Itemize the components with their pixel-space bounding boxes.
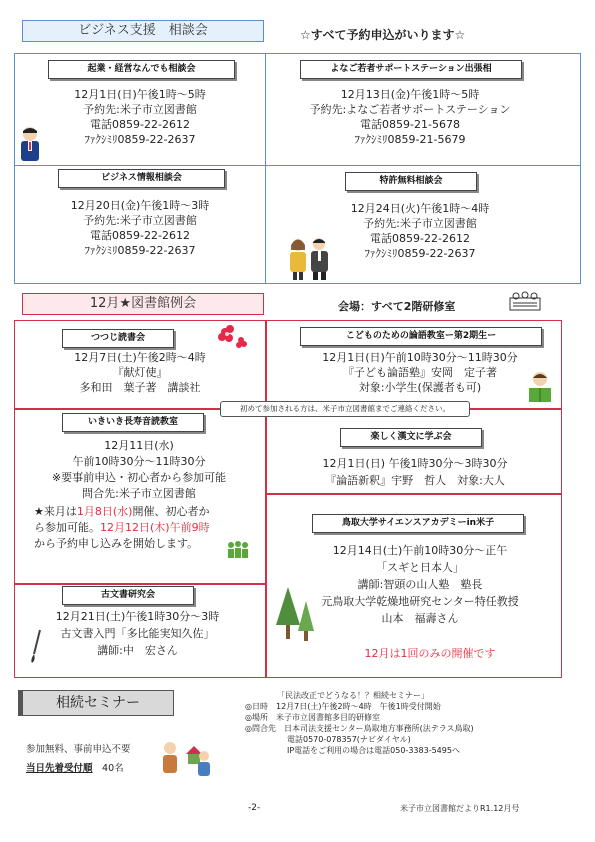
cedar-tree-icon — [268, 585, 318, 645]
event-body-kids-analects: 12月1日(日)午前10時30分～11時30分 『子ども論語塾』安岡 定子著 対象:小学生(保護者も可) — [322, 351, 518, 394]
event-tag-tottori-science: 鳥取大学サイエンスアカデミーin米子 — [312, 514, 524, 533]
consult-tag-youth-support: よなご若者サポートステーション出張相 — [300, 60, 522, 79]
page-number: -2- — [248, 803, 261, 813]
inheritance-seminar-title: 相続セミナー — [18, 690, 174, 716]
event-body-reading-aloud: 12月11日(水) 午前10時30分～11時30分 ※要事前申込・初心者から参加可能 問合先:米子市立図書館 — [51, 439, 227, 500]
event-tag-kanbun: 楽しく漢文に学ぶ会 — [340, 428, 482, 447]
people-reading-icon — [508, 290, 542, 312]
event-body-kanbun: 12月1日(日) 午後1時30分～3時30分 『論語新釈』宇野 哲人 対象:大人 — [322, 457, 508, 487]
seminar-capacity: 当日先着受付順 40名 — [26, 763, 124, 774]
consult-body-youth-support: 12月13日(金)午後1時～5時 予約先:よなご若者サポートステーション 電話0859-21-5678 ﾌｧｸｼﾐﾘ0859-21-5679 — [309, 88, 511, 146]
monthly-section-title: 12月★図書館例会 — [22, 293, 264, 315]
reservation-notice: ☆すべて予約申込がいります☆ — [300, 28, 466, 42]
consult-body-business-info: 12月20日(金)午後1時～3時 予約先:米子市立図書館 電話0859-22-2612 ﾌｧｸｼﾐﾘ0859-22-2637 — [70, 199, 210, 257]
event-body-tottori-science: 12月14日(土)午前10時30分～正午 「スギと日本人」 講師:智頭の山人塾 塾長 元鳥取大学乾燥地研究センター特任教授 山本 福壽さん — [321, 544, 519, 625]
event-tag-kids-analects: こどものための論語教室ー第2期生ー — [300, 327, 542, 346]
consult-body-patent: 12月24日(火)午後1時～4時 予約先:米子市立図書館 電話0859-22-2612 ﾌｧｸｼﾐﾘ0859-22-2637 — [350, 202, 490, 260]
first-time-note: 初めて参加される方は、米子市立図書館までご連絡ください。 — [220, 401, 470, 417]
event-body-tsutsuji: 12月7日(土)午後2時～4時 『献灯使』 多和田 葉子著 講談社 — [74, 351, 206, 394]
family-house-icon — [160, 740, 212, 778]
venue-notice: 会場：すべて2階研修室 — [338, 300, 456, 313]
seminar-details: 「民法改正でどうなる！？相続セミナー」 ◎日時 12月7日(土)午後2時～4時 午後1時受付開始 ◎場所 米子市立図書館多目的研修室 ◎問合先 日本司法支援センター鳥取地方事務所(法テラス鳥取) 電話0570-078357(ナビダイヤル) IP電話をご利用の場合は電話050-3383-5495へ — [245, 691, 474, 755]
business-section-title: ビジネス支援 相談会 — [22, 20, 264, 42]
event-tag-old-documents: 古文書研究会 — [62, 586, 194, 605]
seminar-free-note: 参加無料、事前申込不要 — [26, 744, 131, 755]
consult-tag-patent: 特許無料相談会 — [345, 172, 477, 191]
consult-tag-entrepreneur: 起業・経営なんでも相談会 — [48, 60, 235, 79]
newsletter-issue: 米子市立図書館だよりR1.12月号 — [400, 804, 520, 813]
consult-tag-business-info: ビジネス情報相談会 — [58, 169, 225, 188]
child-reading-icon — [522, 370, 558, 406]
tottori-single-session-note: 12月は1回のみの開催です — [364, 647, 496, 660]
reading-aloud-next-month: ★来月は1月8日(水)開催、初心者か ら参加可能。12月12日(木)午前9時 から予約申し込みを開始します。 — [34, 505, 210, 550]
event-tag-reading-aloud: いきいき長寿音読教室 — [62, 413, 204, 432]
event-tag-tsutsuji-book-club: つつじ読書会 — [62, 329, 174, 348]
consult-body-entrepreneur: 12月1日(日)午後1時～5時 予約先:米子市立図書館 電話0859-22-2612 ﾌｧｸｼﾐﾘ0859-22-2637 — [74, 88, 206, 146]
brush-icon — [28, 628, 44, 664]
business-people-icon — [285, 236, 333, 280]
azalea-flower-icon — [215, 322, 249, 350]
event-body-old-documents: 12月21日(土)午後1時30分～3時 古文書入門「多比能実知久佐」 講師:中 宏さん — [55, 610, 220, 657]
businessman-icon — [16, 125, 44, 165]
group-people-icon — [226, 540, 250, 562]
